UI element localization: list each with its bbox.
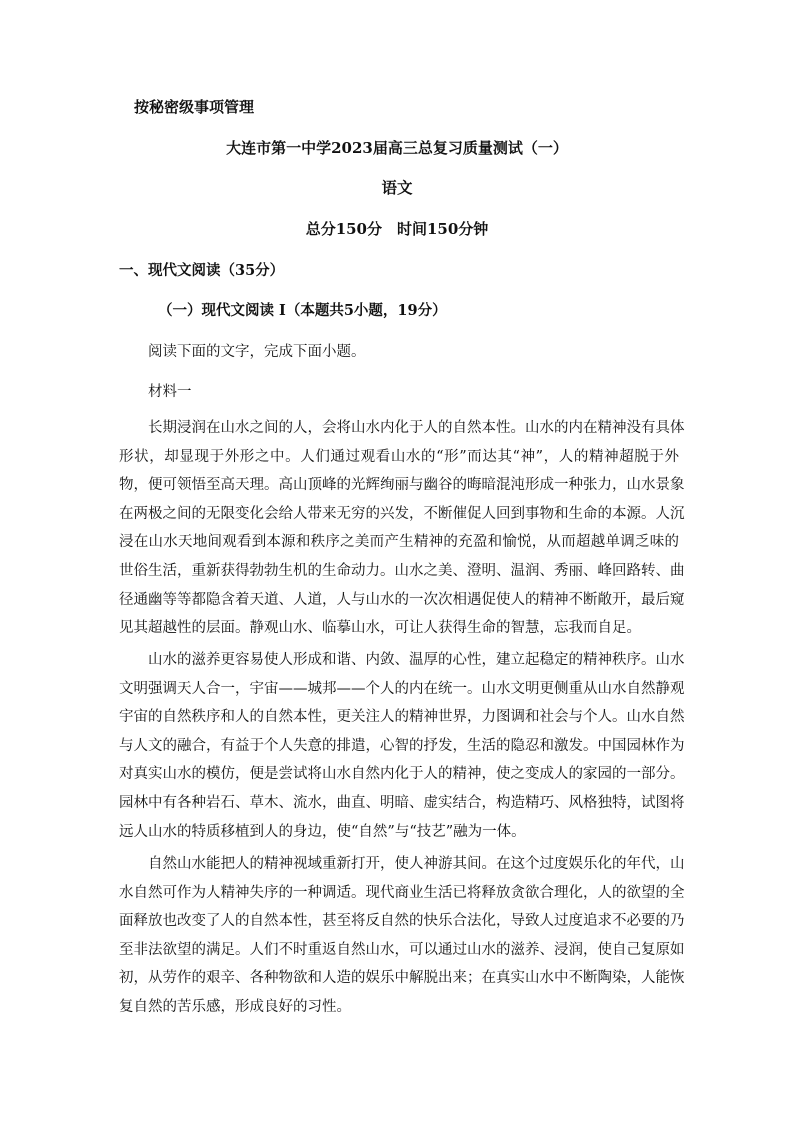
subject-title: 语文: [381, 178, 413, 197]
paragraph-line: 远人山水的特质移植到人的身边，使“自然”与“技艺”融为一体。: [119, 823, 526, 840]
paragraph-line: 浸在山水天地间观看到本源和秩序之美而产生精神的充盈和愉悦，从而超越单调乏味的: [119, 534, 679, 551]
paragraph-line: 初，从劳作的艰辛、各种物欲和人造的娱乐中解脱出来；在真实山水中不断陶染，人能恢: [119, 970, 685, 987]
paragraph-line: 至非法欲望的满足。人们不时重返自然山水，可以通过山水的滋养、浸润，使自己复原如: [119, 941, 685, 958]
paragraph-line: 与人文的融合，有益于个人失意的排遣，心智的抒发，生活的隐忍和激发。中国园林作为: [119, 737, 685, 754]
paragraph-line: 径通幽等等都隐含着天道、人道，人与山水的一次次相遇促使人的精神不断敞开，最后窥: [119, 591, 685, 608]
confidential-label: 按秘密级事项管理: [134, 98, 255, 116]
paragraph-line: 长期浸润在山水之间的人，会将山水内化于人的自然本性。山水的内在精神没有具体: [148, 420, 685, 436]
paragraph-line: 园林中有各种岩石、草木、流水，曲直、明暗、虚实结合，构造精巧、风格独特，试图将: [119, 794, 685, 811]
paragraph-line: 山水的滋养更容易使人形成和谐、内敛、温厚的心性，建立起稳定的精神秩序。山水: [148, 652, 685, 668]
paragraph-line: 形状，却显现于外形之中。人们通过观看山水的“形”而达其“神”，人的精神超脱于外: [119, 448, 679, 465]
paragraph-line: 物，便可领悟至高天理。高山顶峰的光辉绚丽与幽谷的晦暗混沌形成一种张力，山水景象: [119, 477, 685, 494]
paragraph-line: 水自然可作为人精神失序的一种调适。现代商业生活已将释放贪欲合理化，人的欲望的全: [119, 884, 685, 901]
paragraph-line: 自然山水能把人的精神视域重新打开，使人神游其间。在这个过度娱乐化的年代，山: [148, 856, 685, 872]
paragraph-line: 面释放也改变了人的自然本性，甚至将反自然的快乐合法化，导致人过度追求不必要的乃: [119, 913, 685, 930]
paragraph-3: [119, 850, 685, 1022]
paragraph-line: 世俗生活，重新获得勃勃生机的生命动力。山水之美、澄明、温润、秀丽、峰回路转、曲: [119, 562, 685, 579]
paragraph-line: 复自然的苦乐感，形成良好的习性。: [119, 998, 351, 1015]
material-label: 材料一: [148, 384, 192, 400]
paragraph-line: 文明强调天人合一，宇宙——城邦——个人的内在统一。山水文明更侧重从山水自然静观: [119, 680, 685, 697]
paragraph-line: 宇宙的自然秩序和人的自然本性，更关注人的精神世界，力图调和社会与个人。山水自然: [119, 709, 685, 726]
paragraph-1: [119, 414, 685, 643]
paragraph-line: 见其超越性的层面。静观山水、临摹山水，可让人获得生命的智慧，忘我而自足。: [119, 620, 641, 637]
paragraph-line: 在两极之间的无限变化会给人带来无穷的兴发，不断催促人回到事物和生命的本源。人沉: [119, 505, 685, 522]
score-time-line: 总分150分 时间150分钟: [305, 220, 489, 238]
exam-title: 大连市第一中学2023届高三总复习质量测试（一）: [226, 139, 568, 157]
section-heading: 一、现代文阅读（35分）: [119, 262, 285, 279]
paragraph-2: [119, 646, 685, 846]
subsection-heading: （一）现代文阅读 I（本题共5小题，19分）: [158, 302, 447, 319]
paragraph-line: 对真实山水的模仿，便是尝试将山水自然内化于人的精神，使之变成人的家园的一部分。: [119, 766, 685, 783]
reading-instruction: 阅读下面的文字，完成下面小题。: [148, 344, 366, 360]
